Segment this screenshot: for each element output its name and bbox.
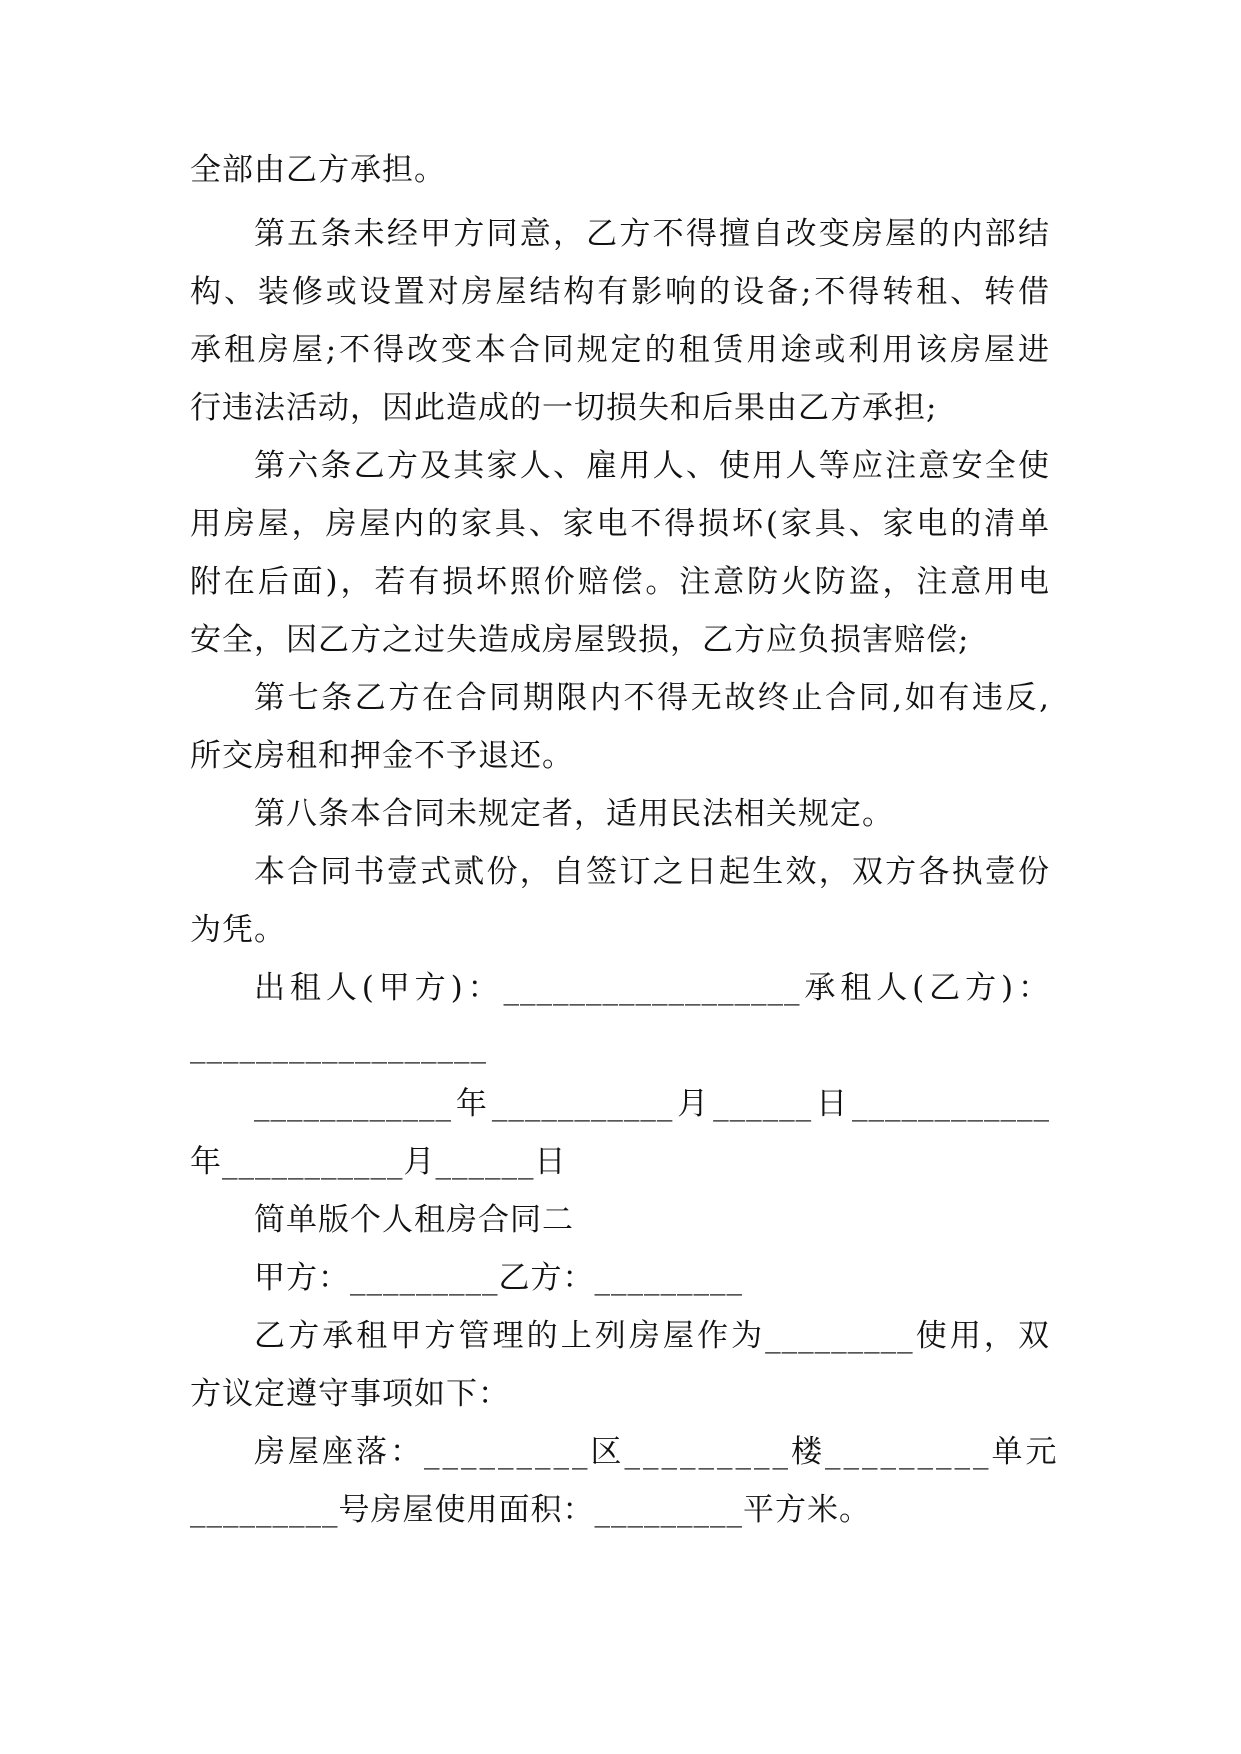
- paragraph-line: 安全，因乙方之过失造成房屋毁损，乙方应负损害赔偿;: [190, 622, 970, 658]
- paragraph-line: 构、装修或设置对房屋结构有影响的设备;不得转租、转借: [190, 274, 1050, 310]
- paragraph-line: 所交房租和押金不予退还。: [190, 738, 574, 774]
- paragraph-line: 全部由乙方承担。: [190, 152, 446, 188]
- paragraph-line: 本合同书壹式贰份，自签订之日起生效，双方各执壹份: [254, 854, 1050, 890]
- paragraph-line: 用房屋，房屋内的家具、家电不得损坏(家具、家电的清单: [190, 506, 1050, 542]
- paragraph-line: 为凭。: [190, 912, 286, 948]
- paragraph-line: 第八条本合同未规定者，适用民法相关规定。: [254, 796, 894, 832]
- paragraph-line: 第五条未经甲方同意，乙方不得擅自改变房屋的内部结: [254, 216, 1050, 252]
- parties-line: 甲方：_________乙方：_________: [254, 1260, 743, 1296]
- property-area-line: _________号房屋使用面积：_________平方米。: [190, 1492, 871, 1528]
- date-line: ____________年___________月______日____________: [254, 1086, 1050, 1122]
- property-location-line: 房屋座落：_________区_________楼_________单元: [254, 1434, 1060, 1470]
- paragraph-line: 行违法活动，因此造成的一切损失和后果由乙方承担;: [190, 390, 938, 426]
- paragraph-line: 乙方承租甲方管理的上列房屋作为_________使用，双: [254, 1318, 1050, 1354]
- paragraph-line: 承租房屋;不得改变本合同规定的租赁用途或利用该房屋进: [190, 332, 1050, 368]
- paragraph-line: 附在后面)，若有损坏照价赔偿。注意防火防盗，注意用电: [190, 564, 1050, 600]
- signature-blank: __________________: [190, 1028, 487, 1064]
- paragraph-line: 第七条乙方在合同期限内不得无故终止合同,如有违反,: [254, 680, 1050, 716]
- date-line: 年___________月______日: [190, 1144, 567, 1180]
- signature-line: 出租人(甲方)：__________________承租人(乙方)：: [254, 970, 1050, 1006]
- paragraph-line: 第六条乙方及其家人、雇用人、使用人等应注意安全使: [254, 448, 1050, 484]
- paragraph-line: 方议定遵守事项如下：: [190, 1376, 510, 1412]
- section-title: 简单版个人租房合同二: [254, 1202, 574, 1238]
